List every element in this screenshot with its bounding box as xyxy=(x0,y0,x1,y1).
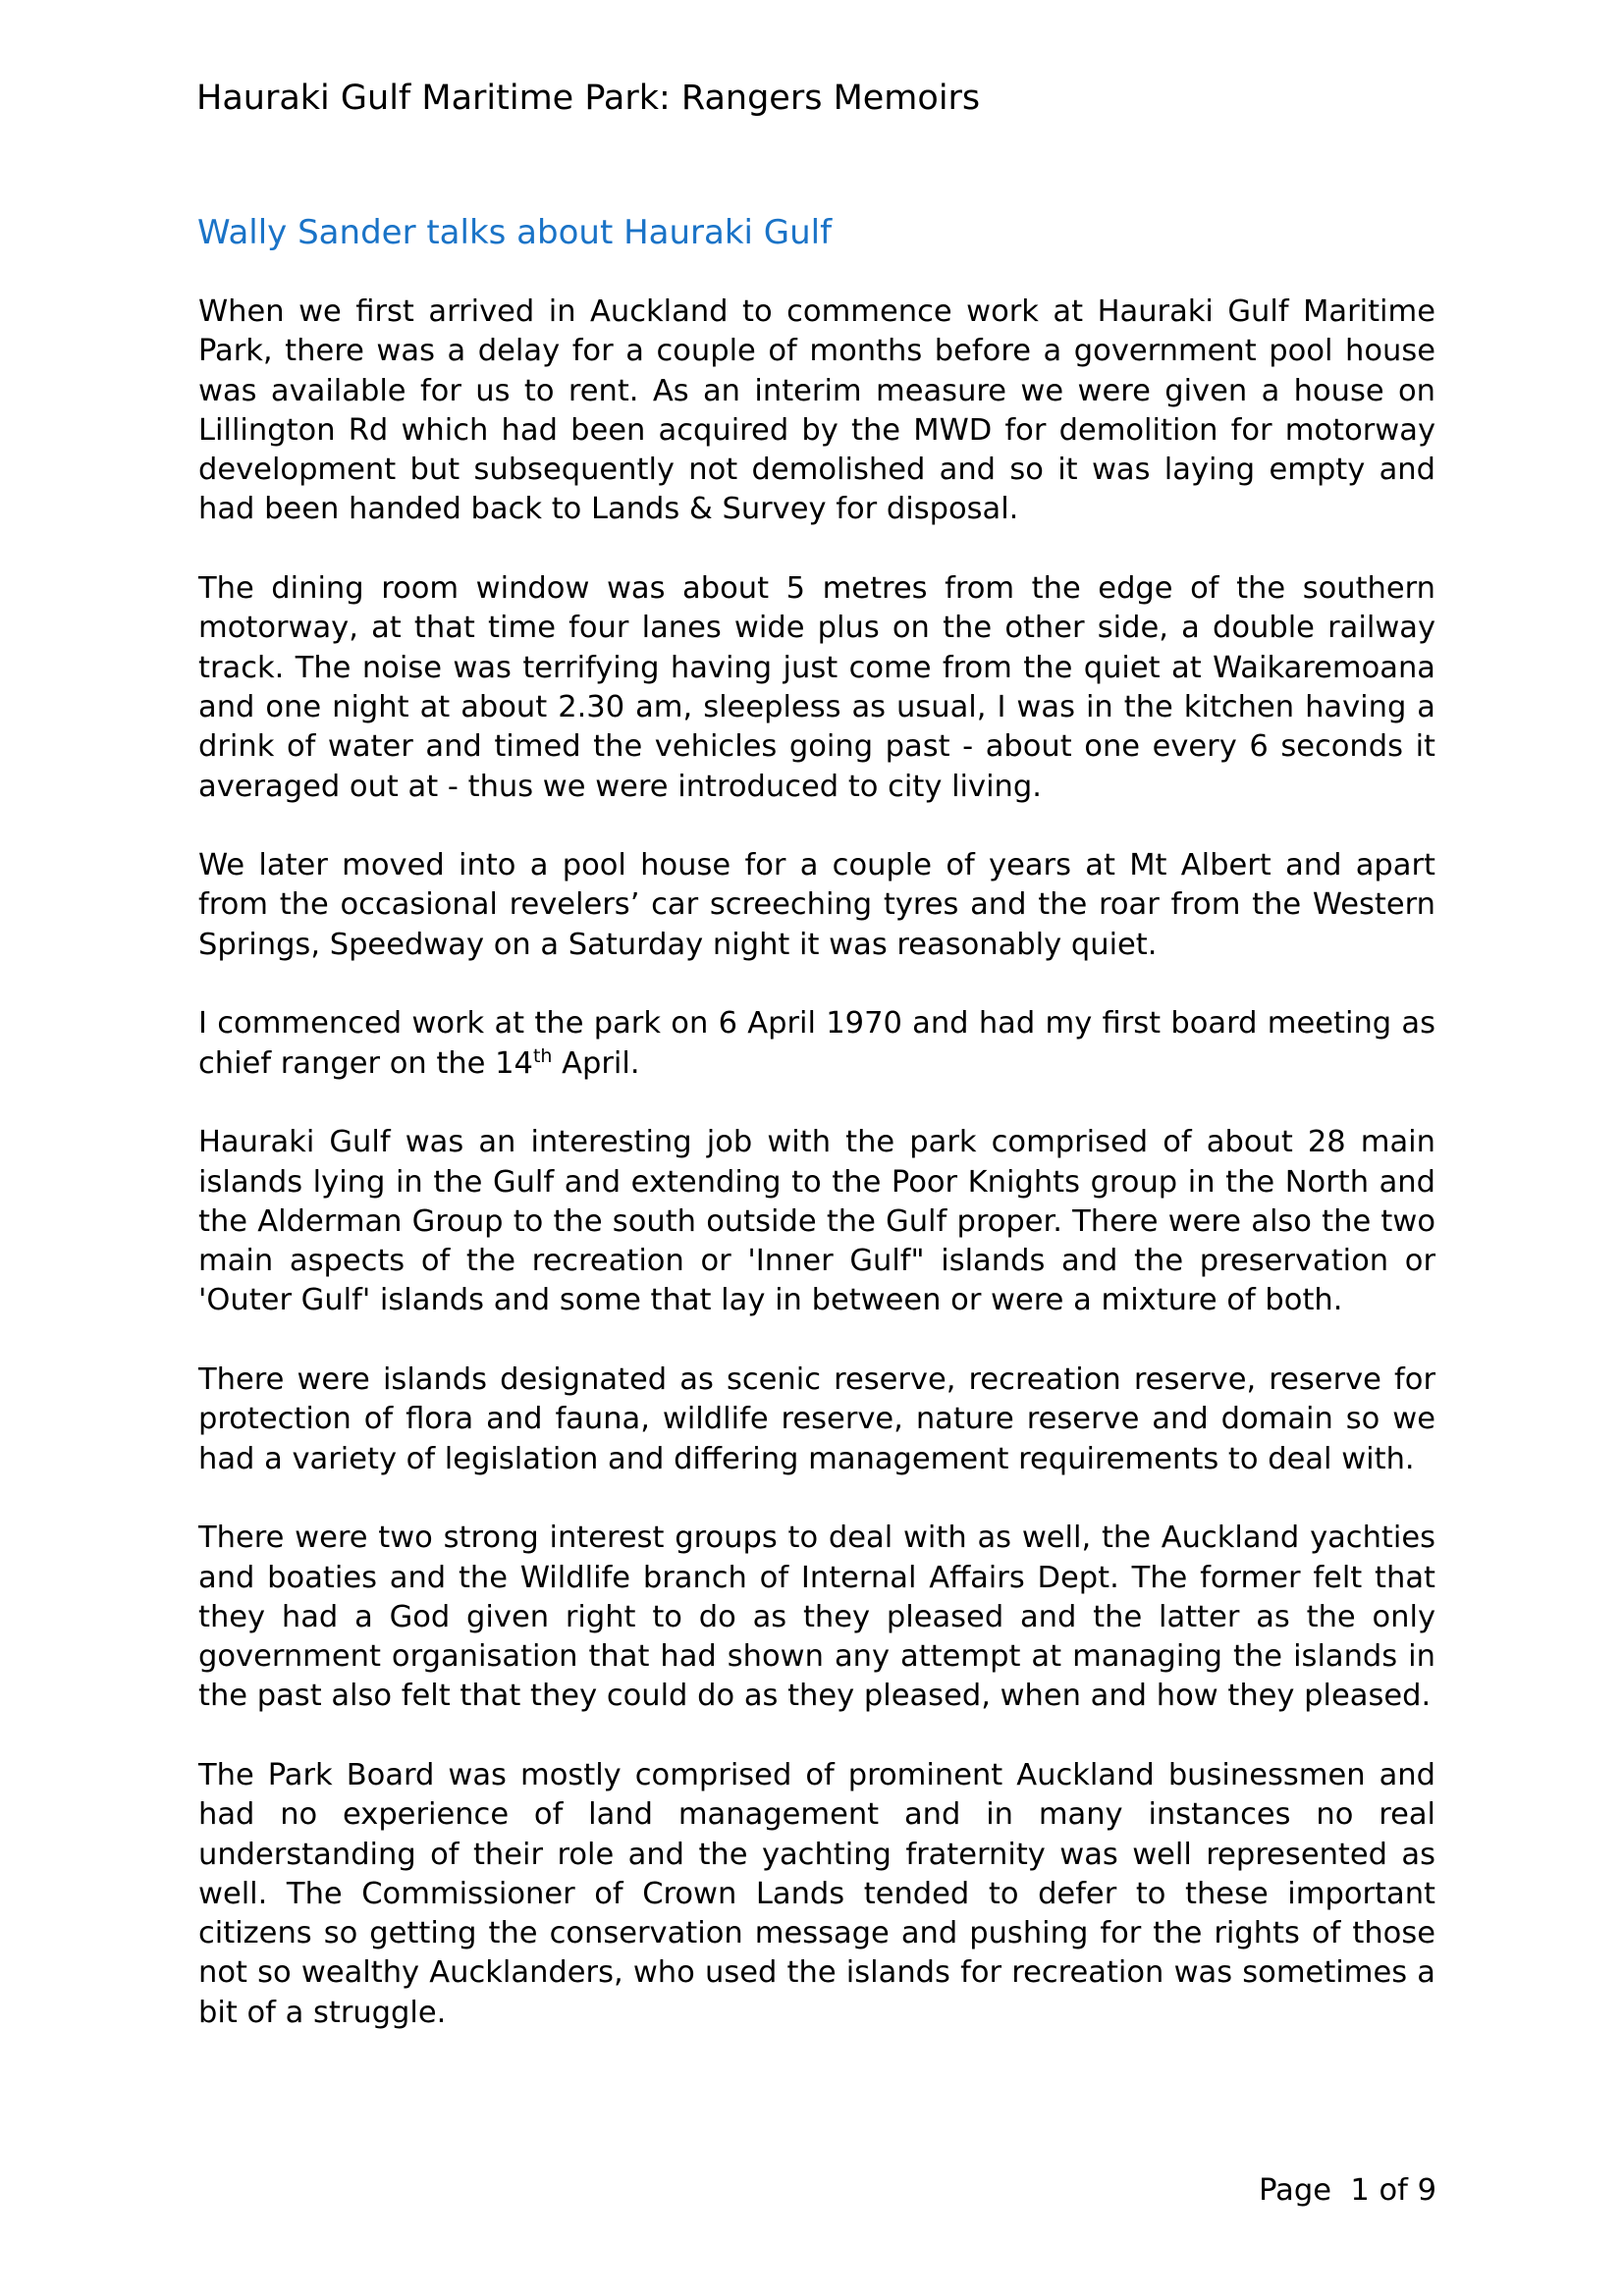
page-number: 1 xyxy=(1350,2173,1370,2208)
paragraph-mt-albert: We later moved into a pool house for a couple of years at Mt Albert and apart from the occasional revelers’ car screeching tyres and the roar from the Western Springs, Speedway on a Saturday night it was reasonably quiet. xyxy=(198,848,1435,962)
page-total: 9 xyxy=(1417,2173,1436,2208)
paragraph-islands: Hauraki Gulf was an interesting job with the park comprised of about 28 main islands lying in the Gulf and extending to the Poor Knights group in the North and the Alderman Group to the south outside the Gulf proper. There were also the two main aspects of the recreation or 'Inner Gulf" islands and the preservation or 'Outer Gulf' islands and some that lay in between or were a mixture of both. xyxy=(198,1125,1435,1318)
paragraph-commenced-work-text: I commenced work at the park on 6 April 1970 and had my first board meeting as chief ranger on the 14 xyxy=(198,1006,1435,1081)
paragraph-commenced-work-end: April. xyxy=(552,1045,640,1081)
paragraph-commenced-work xyxy=(198,1004,1435,1084)
page-number-footer xyxy=(1259,2171,1436,2211)
page-label: Page xyxy=(1259,2173,1331,2208)
paragraph-reserves: There were islands designated as scenic reserve, recreation reserve, reserve for protection of flora and fauna, wildlife reserve, nature reserve and domain so we had a variety of legislation and differing management requirements to deal with. xyxy=(198,1362,1435,1476)
paragraph-park-board: The Park Board was mostly comprised of prominent Auckland businessmen and had no experience of land management and in many instances no real understanding of their role and the yachting fraternity was well represented as well. The Commissioner of Crown Lands tended to defer to these important citizens so getting the conservation message and pushing for the rights of those not so wealthy Aucklanders, who used the islands for recreation was sometimes a bit of a struggle. xyxy=(198,1757,1435,2030)
paragraph-interest-groups: There were two strong interest groups to deal with as well, the Auckland yachties and boaties and the Wildlife branch of Internal Affairs Dept. The former felt that they had a God given right to do as they pleased and the latter as the only government organisation that had shown any attempt at managing the islands in the past also felt that they could do as they pleased, when and how they pleased. xyxy=(198,1521,1435,1714)
body-text xyxy=(198,293,1435,2072)
document-title: Wally Sander talks about Hauraki Gulf xyxy=(197,213,833,252)
ordinal-suffix: th xyxy=(532,1044,553,1067)
page-of-label: of xyxy=(1379,2173,1408,2208)
paragraph-dining-room: The dining room window was about 5 metres from the edge of the southern motorway, at that time four lanes wide plus on the other side, a double railway track. The noise was terrifying having just come from the quiet at Waikaremoana and one night at about 2.30 am, sleepless as usual, I was in the kitchen having a drink of water and timed the vehicles going past - about one every 6 seconds it averaged out at - thus we were introduced to city living. xyxy=(198,571,1435,804)
paragraph-arrival: When we first arrived in Auckland to commence work at Hauraki Gulf Maritime Park, there was a delay for a couple of months before a government pool house was available for us to rent. As an interim measure we were given a house on Lillington Rd which had been acquired by the MWD for demolition for motorway development but subsequently not demolished and so it was laying empty and had been handed back to Lands & Survey for disposal. xyxy=(198,294,1435,527)
running-header: Hauraki Gulf Maritime Park: Rangers Memoirs xyxy=(196,79,981,118)
